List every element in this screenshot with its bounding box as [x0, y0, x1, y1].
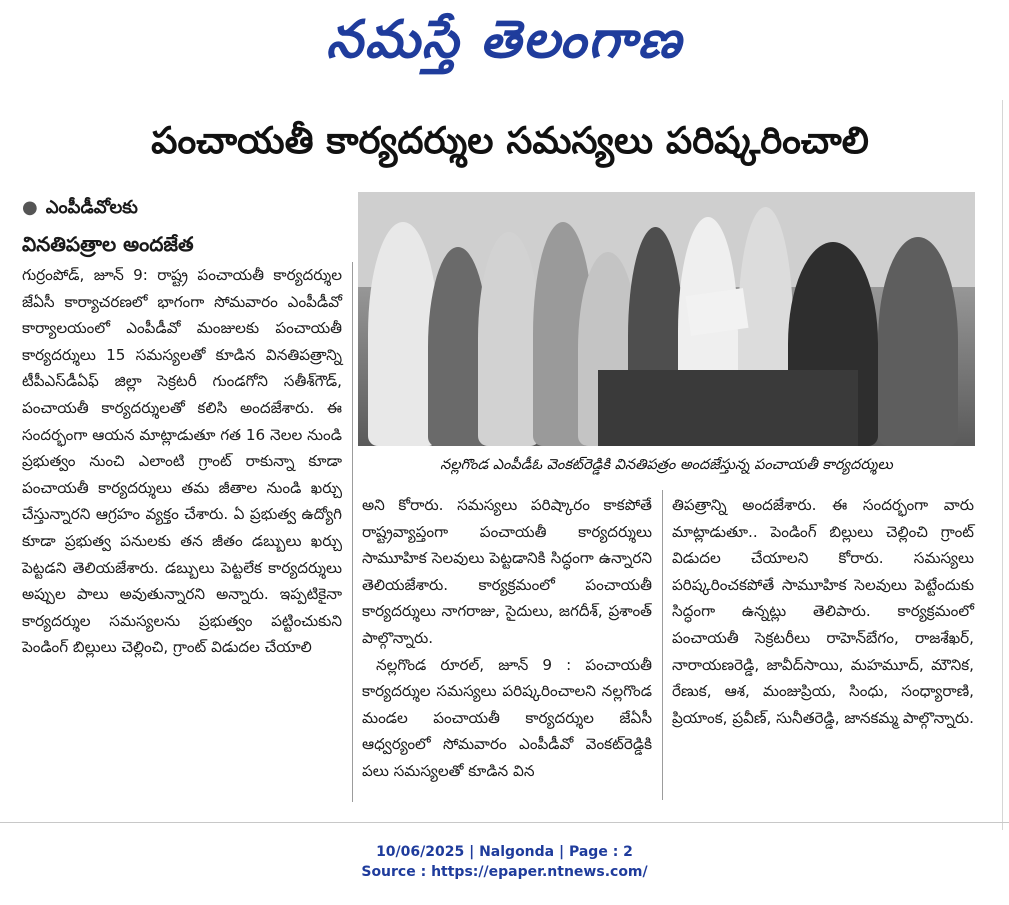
footer-edition-info: 10/06/2025 | Nalgonda | Page : 2: [376, 844, 633, 860]
news-photo: [358, 192, 975, 446]
article-column-3: [672, 492, 974, 802]
photo-caption: నల్లగొండ ఎంపీడీఓ వెంకట్‌రెడ్డికి వినతిపత్రం అందజేస్తున్న పంచాయతీ కార్యదర్శులు: [440, 457, 893, 473]
footer-source-link[interactable]: Source : https://epaper.ntnews.com/: [361, 864, 648, 880]
article-paragraph: నల్లగొండ రూరల్, జూన్ 9 : పంచాయతీ కార్యదర్శుల సమస్యలు పరిష్కరించాలని నల్లగొండ మండల పంచాయతీ కార్యదర్శుల జేఏసీ ఆధ్వర్యంలో సోమవారం ఎంపీడీవో వెంకట్‌రెడ్డికి పలు సమస్యలతో కూడిన విన: [362, 655, 652, 780]
column-divider: [352, 262, 353, 802]
footer-rule: [0, 822, 1009, 823]
photo-petition-paper: [685, 288, 748, 336]
article-subhead: వినతిపత్రాల అందజేత: [22, 232, 194, 256]
masthead-title: నమస్తే తెలంగాణ: [326, 9, 683, 70]
article-column-1: [22, 262, 342, 802]
column-divider: [662, 490, 663, 800]
margin-rule: [1002, 100, 1003, 830]
article-kicker: [22, 195, 342, 221]
photo-person: [878, 237, 958, 446]
footer: [0, 842, 1009, 882]
photo-person: [478, 232, 540, 446]
article-paragraph: గుర్రంపోడ్, జూన్ 9: రాష్ట్ర పంచాయతీ కార్యదర్శుల జేఏసీ కార్యాచరణలో భాగంగా సోమవారం ఎంపీడీవో కార్యాలయంలో ఎంపీడీవో మంజులకు పంచాయతీ కార్యదర్శులు 15 సమస్యలతో కూడిన వినతిపత్రాన్ని టీపీఎస్‌డీఏఫ్ జిల్లా సెక్రటరీ గుండగోని సతీశ్‌గౌడ్, పంచాయతీ కార్యదర్శులతో కలిసి అందజేశారు. ఈ సందర్భంగా ఆయన మాట్లాడుతూ గత 16 నెలల నుండి ప్రభుత్వం నుంచి ఎలాంటి గ్రాంట్ రాకున్నా కూడా పంచాయతీ కార్యదర్శులు తమ జీతాల నుండి ఖర్చు చేస్తున్నారని ఆగ్రహం వ్యక్తం చేశారు. ఏ ప్రభుత్వ ఉద్యోగి కూడా ప్రభుత్వ పనులకు తన జీతం డబ్బులు ఖర్చు పెట్టడని తెలియజేశారు. డబ్బులు పెట్టలేక కార్యదర్శులు అప్పుల పాలు అవుతున్నారని అన్నారు. ఇప్పటికైనా కార్యదర్శుల సమస్యలను ప్రభుత్వం పట్టించుకుని పెండింగ్ బిల్లులు చెల్లించి, గ్రాంట్ విడుదల చేయాలి: [22, 266, 342, 657]
photo-table: [598, 370, 858, 446]
article-column-2: [362, 492, 652, 802]
article-paragraph: తిపత్రాన్ని అందజేశారు. ఈ సందర్భంగా వారు మాట్లాడుతూ.. పెండింగ్ బిల్లులు చెల్లించి గ్రాంట్ విడుదల చేయాలని కోరారు. సమస్యలు పరిష్కరించకపోతే సామూహిక సెలవులు పెట్టేందుకు సిద్ధంగా ఉన్నట్లు తెలిపారు. కార్యక్రమంలో పంచాయతీ సెక్రటరీలు రాహెన్‌బేగం, రాజశేఖర్, నారాయణరెడ్డి, జావీద్‌సాయి, మహమూద్, మౌనిక, రేణుక, ఆశ, మంజుప్రియ, సింధు, సంధ్యారాణి, ప్రియాంక, ప్రవీణ్, సునీతరెడ్డి, జానకమ్మ పాల్గొన్నారు.: [672, 496, 975, 727]
bullet-icon: ●: [22, 197, 38, 218]
kicker-text: ఎంపీడీవోలకు: [45, 197, 138, 218]
article-paragraph: అని కోరారు. సమస్యలు పరిష్కారం కాకపోతే రాష్ట్రవ్యాప్తంగా పంచాయతీ కార్యదర్శులు సామూహిక సెలవులు పెట్టడానికి సిద్ధంగా ఉన్నారని తెలియజేశారు. కార్యక్రమంలో పంచాయతీ కార్యదర్శులు నాగరాజు, సైదులు, జగదీశ్, ప్రశాంత్ పాల్గొన్నారు.: [362, 496, 652, 647]
article-headline: పంచాయతీ కార్యదర్శుల సమస్యలు పరిష్కరించాలి: [151, 119, 869, 162]
